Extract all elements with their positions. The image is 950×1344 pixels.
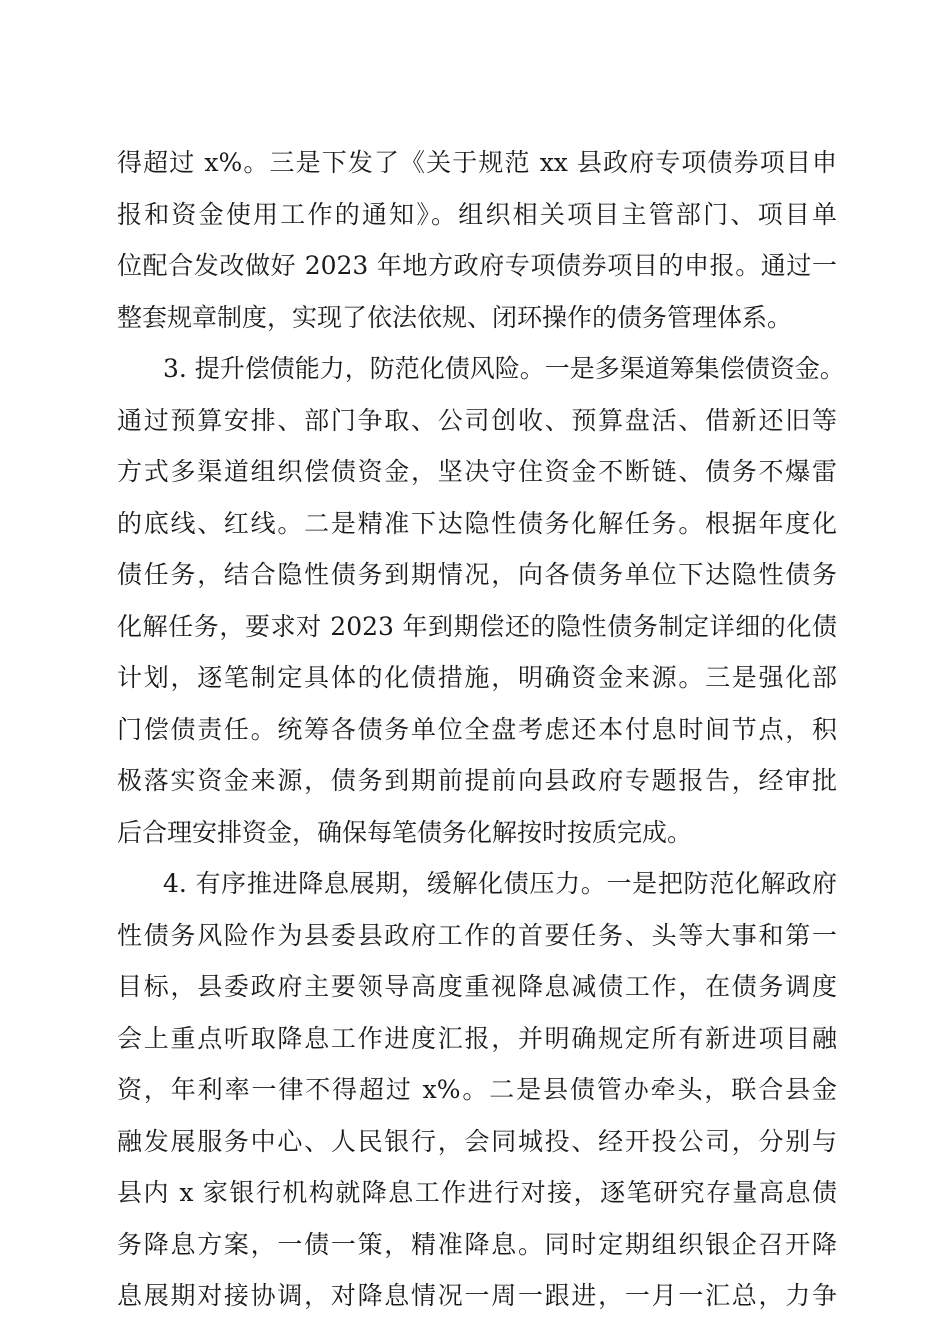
text-line: 化解任务，要求对 2023 年到期偿还的隐性债务制定详细的化债 [117,611,837,641]
text-line: 报和资金使用工作的通知》。组织相关项目主管部门、项目单 [117,199,837,229]
text-line: 目标，县委政府主要领导高度重视降息减债工作，在债务调度 [117,972,837,1001]
text-line: 务降息方案，一债一策，精准降息。同时定期组织银企召开降 [117,1229,837,1259]
text-line: 后合理安排资金，确保每笔债务化解按时按质完成。 [117,817,693,847]
text-line: 的底线、红线。二是精准下达隐性债务化解任务。根据年度化 [117,508,837,538]
document-body [117,137,845,1322]
text-line: 通过预算安排、部门争取、公司创收、预算盘活、借新还旧等 [117,405,837,435]
text-line: 性债务风险作为县委县政府工作的首要任务、头等大事和第一 [117,920,837,950]
text-line: 整套规章制度，实现了依法依规、闭环操作的债务管理体系。 [117,302,793,332]
text-line: 资，年利率一律不得超过 x%。二是县债管办牵头，联合县金 [117,1075,837,1104]
section-4-heading-line: 4. 有序推进降息展期，缓解化债压力。一是把防范化解政府 [163,869,837,898]
text-line: 债任务，结合隐性债务到期情况，向各债务单位下达隐性债务 [117,560,837,589]
text-line: 极落实资金来源，债务到期前提前向县政府专题报告，经审批 [117,766,837,795]
text-line: 门偿债责任。统筹各债务单位全盘考虑还本付息时间节点，积 [117,714,837,744]
text-line: 融发展服务中心、人民银行，会同城投、经开投公司，分别与 [117,1126,837,1156]
text-line: 会上重点听取降息工作进度汇报，并明确规定所有新进项目融 [117,1023,837,1053]
text-line: 息展期对接协调，对降息情况一周一跟进，一月一汇总，力争 [117,1281,837,1310]
text-line: 计划，逐笔制定具体的化债措施，明确资金来源。三是强化部 [117,663,837,692]
text-line: 方式多渠道组织偿债资金，坚决守住资金不断链、债务不爆雷 [117,457,837,486]
text-line: 县内 x 家银行机构就降息工作进行对接，逐笔研究存量高息债 [117,1178,837,1207]
section-3-heading-line: 3. 提升偿债能力，防范化债风险。一是多渠道筹集偿债资金。 [163,354,845,383]
text-line: 得超过 x%。三是下发了《关于规范 xx 县政府专项债券项目申 [117,148,837,177]
text-line: 位配合发改做好 2023 年地方政府专项债券项目的申报。通过一 [117,251,837,280]
